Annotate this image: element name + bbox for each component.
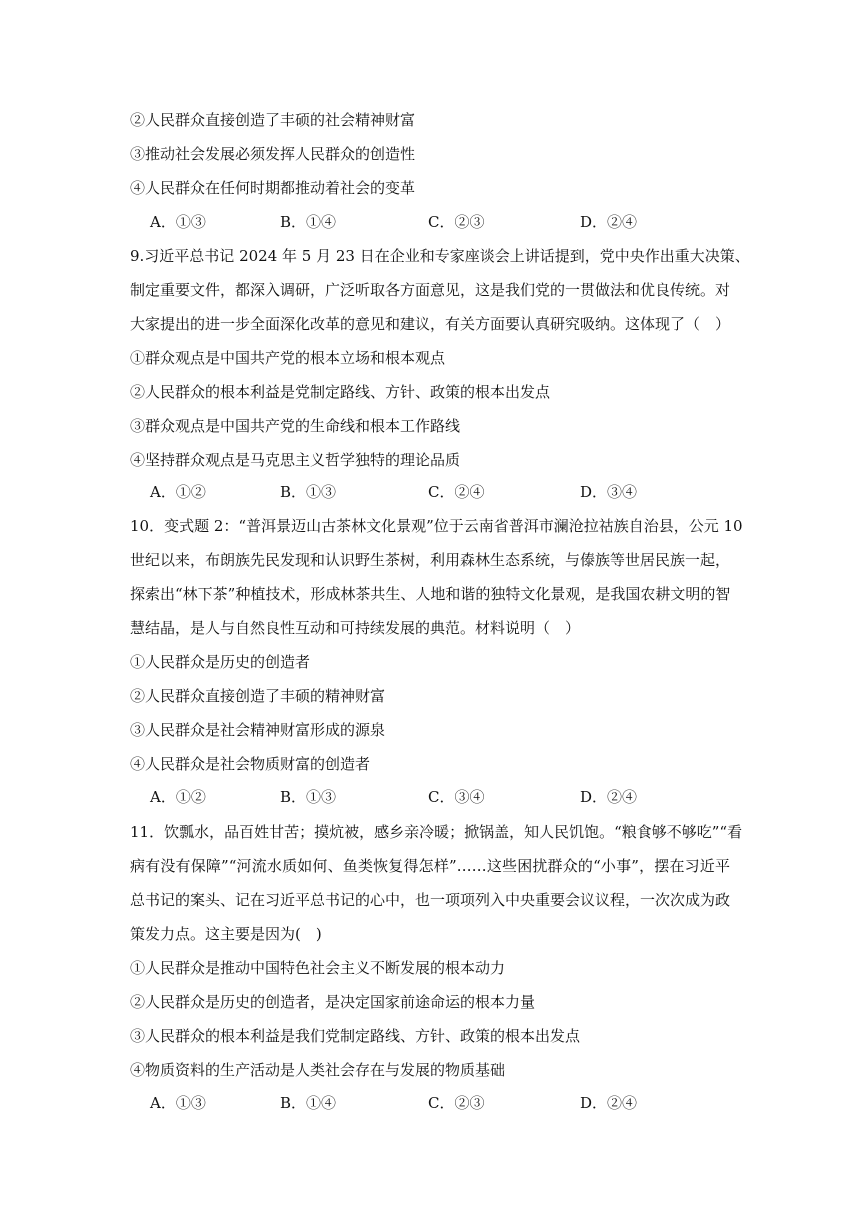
- q9-choice-c[interactable]: C．②④: [428, 483, 485, 501]
- q9-choices: [150, 481, 710, 503]
- q10-choice-b[interactable]: B．①③: [280, 788, 337, 806]
- q8-choice-d[interactable]: D．②④: [580, 213, 638, 231]
- q10-choice-c[interactable]: C．③④: [428, 788, 485, 806]
- q10-option-4: ④人民群众是社会物质财富的创造者: [130, 755, 371, 773]
- q10-option-2: ②人民群众直接创造了丰硕的精神财富: [130, 687, 386, 705]
- q9-option-4: ④坚持群众观点是马克思主义哲学独特的理论品质: [130, 451, 461, 469]
- q11-stem-line-3: 总书记的案头、记在习近平总书记的心中，也一项项列入中央重要会议议程，一次次成为政: [130, 891, 731, 909]
- q9-option-1: ①群众观点是中国共产党的根本立场和根本观点: [130, 349, 446, 367]
- q9-option-3: ③群众观点是中国共产党的生命线和根本工作路线: [130, 417, 461, 435]
- q11-option-1: ①人民群众是推动中国特色社会主义不断发展的根本动力: [130, 959, 506, 977]
- q10-option-3: ③人民群众是社会精神财富形成的源泉: [130, 721, 386, 739]
- q9-stem-line-2: 制定重要文件，都深入调研，广泛听取各方面意见，这是我们党的一贯做法和优良传统。对: [130, 281, 731, 299]
- q9-option-2: ②人民群众的根本利益是党制定路线、方针、政策的根本出发点: [130, 383, 551, 401]
- q10-stem-line-4: 慧结晶，是人与自然良性互动和可持续发展的典范。材料说明（ ）: [130, 619, 581, 637]
- q9-choice-b[interactable]: B．①③: [280, 483, 337, 501]
- q11-option-4: ④物质资料的生产活动是人类社会存在与发展的物质基础: [130, 1061, 506, 1079]
- q11-stem-line-1: 11．饮瓢水，品百姓甘苦；摸炕被，感乡亲冷暖；掀锅盖，知人民饥饱。“粮食够不够吃”“看: [130, 823, 743, 841]
- q8-choice-a[interactable]: A．①③: [150, 213, 206, 231]
- q8-choice-c[interactable]: C．②③: [428, 213, 485, 231]
- q9-stem-line-1: 9.习近平总书记 2024 年 5 月 23 日在企业和专家座谈会上讲话提到，党中央作出重大决策、: [130, 247, 750, 265]
- q11-option-3: ③人民群众的根本利益是我们党制定路线、方针、政策的根本出发点: [130, 1027, 581, 1045]
- q11-option-2: ②人民群众是历史的创造者，是决定国家前途命运的根本力量: [130, 993, 536, 1011]
- q11-choice-b[interactable]: B．①④: [280, 1094, 337, 1112]
- q10-option-1: ①人民群众是历史的创造者: [130, 653, 311, 671]
- q11-choice-c[interactable]: C．②③: [428, 1094, 485, 1112]
- q10-choices: [150, 786, 710, 808]
- q10-choice-a[interactable]: A．①②: [150, 788, 206, 806]
- q8-choice-b[interactable]: B．①④: [280, 213, 337, 231]
- q10-choice-d[interactable]: D．②④: [580, 788, 638, 806]
- q10-stem-line-3: 探索出“林下茶”种植技术，形成林茶共生、人地和谐的独特文化景观，是我国农耕文明的智: [130, 585, 731, 603]
- q8-option-2: ②人民群众直接创造了丰硕的社会精神财富: [130, 111, 416, 129]
- q10-stem-line-1: 10．变式题 2：“普洱景迈山古茶林文化景观”位于云南省普洱市澜沧拉祜族自治县，公元 10: [130, 517, 743, 535]
- q8-choices: [150, 211, 710, 233]
- q11-choices: [150, 1092, 710, 1114]
- q8-option-3: ③推动社会发展必须发挥人民群众的创造性: [130, 145, 416, 163]
- q8-option-4: ④人民群众在任何时期都推动着社会的变革: [130, 179, 416, 197]
- q9-choice-a[interactable]: A．①②: [150, 483, 206, 501]
- q11-choice-d[interactable]: D．②④: [580, 1094, 638, 1112]
- q11-stem-line-2: 病有没有保障”“河流水质如何、鱼类恢复得怎样”……这些困扰群众的“小事”，摆在习近平: [130, 857, 730, 875]
- q11-choice-a[interactable]: A．①③: [150, 1094, 206, 1112]
- q9-stem-line-3: 大家提出的进一步全面深化改革的意见和建议，有关方面要认真研究吸纳。这体现了（ ）: [130, 315, 731, 333]
- q11-stem-line-4: 策发力点。这主要是因为( ): [130, 925, 322, 943]
- q9-choice-d[interactable]: D．③④: [580, 483, 638, 501]
- q10-stem-line-2: 世纪以来，布朗族先民发现和认识野生茶树，利用森林生态系统，与傣族等世居民族一起，: [130, 551, 731, 569]
